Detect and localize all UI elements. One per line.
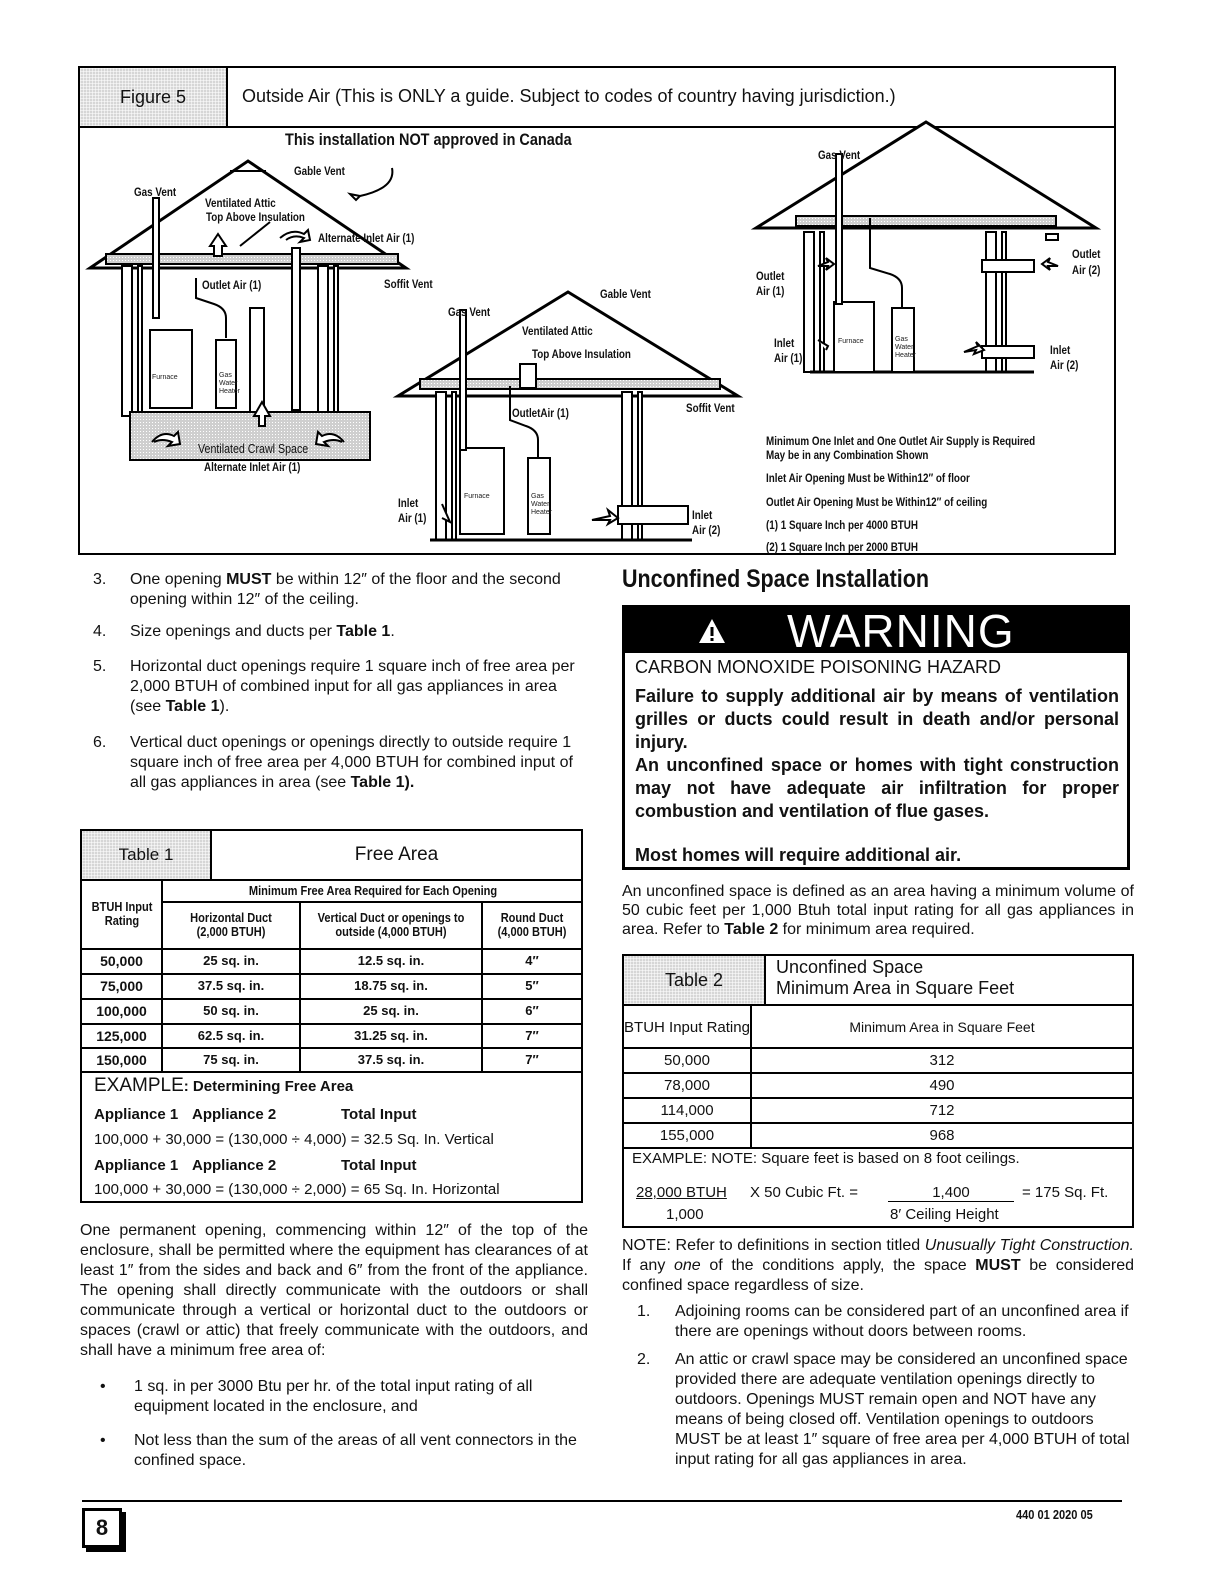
table-2-calc-multiplier: X 50 Cubic Ft. = <box>750 1184 858 1201</box>
note-2000-btuh: (2) 1 Square Inch per 2000 BTUH <box>766 540 919 554</box>
label-soffit-vent-1: Soffit Vent <box>384 277 433 291</box>
note-minimum-supply: Minimum One Inlet and One Outlet Air Supply is Required <box>766 434 1036 448</box>
label-gas-vent-3: Gas Vent <box>818 148 861 162</box>
label-soffit-vent-2: Soffit Vent <box>686 401 735 415</box>
table-1-total-a: Total Input <box>341 1106 417 1123</box>
label-air-2-center: Air (2) <box>692 523 721 537</box>
table-2-calc-denominator: 1,000 <box>666 1206 704 1223</box>
note-inlet-floor: Inlet Air Opening Must be Within12″ of floor <box>766 471 970 485</box>
canada-note: This installation NOT approved in Canada <box>285 130 572 149</box>
table-1-tag: Table 1 <box>82 831 212 879</box>
label-outlet-air-1: Outlet Air (1) <box>202 278 262 292</box>
label-air-2-right-bottom: Air (2) <box>1050 358 1079 372</box>
list-item: • Not less than the sum of the areas of all vent connectors in the confined space. <box>100 1432 577 1469</box>
table-2-tag: Table 2 <box>624 956 766 1004</box>
table-2-example: EXAMPLE: NOTE: Square feet is based on 8 foot ceilings. <box>632 1150 1020 1167</box>
label-inlet-right-left: Inlet <box>774 336 795 350</box>
warning-p3: Most homes will require additional air. <box>635 845 962 865</box>
table-1-app2-a: Appliance 2 <box>192 1106 277 1123</box>
warning-triangle-icon <box>697 617 727 645</box>
label-furnace-3: Furnace <box>838 338 864 345</box>
table-2-col-btuh: BTUH Input Rating <box>624 1018 750 1036</box>
note-outlet-ceiling: Outlet Air Opening Must be Within12″ of ceiling <box>766 495 988 509</box>
label-outletair-1: OutletAir (1) <box>512 406 569 420</box>
label-outlet-right-left: Outlet <box>756 269 785 283</box>
figure-tag: Figure 5 <box>80 68 228 126</box>
table-2: Table 2 Unconfined Space Minimum Area in Square Feet BTUH Input Rating Minimum Area in Square Feet 50,000 312 78,000 490 114,000 712 155,000 968 EXAMPLE: NOTE: Square feet is based on 8 foot ceilings. 28,000 BTUH X 50 Cubic Ft. = 1,400 = 175 Sq. Ft. 1,000 8′ Ceiling Height <box>622 954 1134 1228</box>
footer-rule <box>82 1500 1122 1502</box>
label-inlet-right-right: Inlet <box>1050 343 1071 357</box>
label-gable-vent-2: Gable Vent <box>600 287 651 301</box>
table-2-calc-result: = 175 Sq. Ft. <box>1022 1184 1109 1201</box>
table-1-col-horizontal: Horizontal Duct (2,000 BTUH) <box>190 910 272 939</box>
table-2-calc-numerator: 28,000 BTUH <box>636 1184 727 1201</box>
label-furnace-1: Furnace <box>152 374 178 381</box>
label-alternate-inlet-air-top: Alternate Inlet Air (1) <box>318 231 415 245</box>
label-alternate-inlet-air-bottom: Alternate Inlet Air (1) <box>204 460 301 474</box>
warning-hazard: CARBON MONOXIDE POISONING HAZARD <box>635 657 1002 677</box>
bullet-list <box>100 1377 588 1471</box>
warning-title: WARNING <box>787 605 1015 657</box>
table-1-app1-b: Appliance 1 <box>94 1157 179 1174</box>
warning-header <box>625 605 1127 657</box>
label-water-heater-3: Gas Water Heater <box>895 336 917 359</box>
warning-box <box>622 605 1130 870</box>
label-air-1-right: Air (1) <box>756 284 785 298</box>
figure-5 <box>78 66 1116 555</box>
label-air-2-right-top: Air (2) <box>1072 263 1101 277</box>
label-inlet-center-left: Inlet <box>398 496 419 510</box>
label-gable-vent-1: Gable Vent <box>294 164 345 178</box>
table-1-col-btuh: BTUH Input Rating <box>91 899 153 928</box>
table-1-col-vertical: Vertical Duct or openings to outside (4,000 BTUH) <box>317 910 465 939</box>
label-outlet-right-right: Outlet <box>1072 247 1101 261</box>
table-1-title: Free Area <box>354 844 439 865</box>
label-top-above-insulation-1: Top Above Insulation <box>206 210 305 224</box>
page-number: 8 <box>82 1508 122 1548</box>
label-air-1-right-bottom: Air (1) <box>774 351 803 365</box>
label-gas-vent-1: Gas Vent <box>134 185 177 199</box>
table-1-app1-a: Appliance 1 <box>94 1106 179 1123</box>
note-combination: May be in any Combination Shown <box>766 448 929 462</box>
label-air-1-center: Air (1) <box>398 511 427 525</box>
table-1-group-header: Minimum Free Area Required for Each Opening <box>248 883 498 898</box>
table-1-app2-b: Appliance 2 <box>192 1157 277 1174</box>
label-gas-vent-2: Gas Vent <box>448 305 491 319</box>
house-right <box>756 122 1096 372</box>
figure-caption: Outside Air (This is ONLY a guide. Subject to codes of country having jurisdiction.) <box>242 86 896 106</box>
list-right-2: 2. An attic or crawl space may be considered an unconfined space provided there are adequate ventilation openings directly to outdoors. Openings MUST remain open and NOT have any means of being closed off. Ventilation openings to outdoors MUST be at least 1″ square of free area per 4,000 BTUH of total input rating for all gas appliances in area. <box>637 1351 1130 1468</box>
table-1: Table 1 Free Area BTUH Input Rating Minimum Free Area Required for Each Opening Horizontal Duct (2,000 BTUH) Vertical Duct or openings to outside (4,000 BTUH) Round Duct (4,000 BTUH) 50,000 25 sq. in. 12.5 sq. in. 4″ 75,000 37.5 sq. in. 18.75 sq. in. 5″ 100,000 50 sq. in. 25 sq. in. 6″ 125,000 62.5 sq. in. 31.25 sq. in. 7″ 150,000 75 sq. in. 37.5 sq. in. 7″ EXAMPLE: Determining Free Area Appliance 1 Appliance 2 Total Input 100,000 + 30,000 = (130,000 ÷ 4,000) = 32.5 Sq. In. Vertical Appliance 1 Appliance 2 Total Input 100,000 + 30,000 = (130,000 ÷ 2,000) = 65 Sq. In. Horizontal <box>80 829 583 1203</box>
label-water-heater-1: Gas Water Heater <box>219 372 241 395</box>
document-number: 440 01 2020 05 <box>1016 1507 1093 1522</box>
label-ventilated-attic-1: Ventilated Attic <box>205 196 276 210</box>
table-1-calc-horizontal: 100,000 + 30,000 = (130,000 ÷ 2,000) = 65 Sq. In. Horizontal <box>94 1181 500 1198</box>
permanent-opening-paragraph: One permanent opening, commencing within 12″ of the top of the enclosure, shall be permitted where the equipment has clearances of at least 1″ from the sides and back and 6″ from the front of the appliance. The opening shall directly communicate with the outdoors or shall communicate through a vertical or horizontal duct to the outdoors or spaces (crawl or attic) that freely communicate with the outdoors, and shall have a minimum free area of: <box>80 1222 588 1359</box>
label-water-heater-2: Gas Water Heater <box>531 493 553 516</box>
list-item: • 1 sq. in per 3000 Btu per hr. of the total input rating of all equipment located in the enclosure, and <box>100 1378 533 1415</box>
label-top-above-insulation-2: Top Above Insulation <box>532 347 631 361</box>
label-ventilated-attic-2: Ventilated Attic <box>522 324 593 338</box>
note-paragraph: NOTE: Refer to definitions in section titled Unusually Tight Construction. If any one of the conditions apply, the space MUST be considered confined space regardless of size. <box>622 1237 1134 1294</box>
section-title: Unconfined Space Installation <box>622 565 930 593</box>
unconfined-definition: An unconfined space is defined as an area having a minimum volume of 50 cubic feet per 1,000 Btuh total input rating for all gas appliances in area. Refer to Table 2 for minimum area required. <box>622 883 1134 938</box>
table-1-calc-vertical: 100,000 + 30,000 = (130,000 ÷ 4,000) = 32.5 Sq. In. Vertical <box>94 1131 494 1148</box>
table-1-total-b: Total Input <box>341 1157 417 1174</box>
label-furnace-2: Furnace <box>464 493 490 500</box>
table-2-title: Unconfined Space Minimum Area in Square Feet <box>776 957 1015 998</box>
table-1-example-title: EXAMPLE: Determining Free Area <box>94 1075 354 1096</box>
note-4000-btuh: (1) 1 Square Inch per 4000 BTUH <box>766 518 919 532</box>
table-1-col-round: Round Duct (4,000 BTUH) <box>497 910 567 939</box>
label-ventilated-crawl-space: Ventilated Crawl Space <box>198 441 309 456</box>
label-inlet-center-right: Inlet <box>692 508 713 522</box>
list-right-1: 1. Adjoining rooms can be considered part of an unconfined area if there are openings without doors between rooms. <box>637 1303 1129 1340</box>
table-2-col-area: Minimum Area in Square Feet <box>849 1019 1035 1035</box>
warning-p1: Failure to supply additional air by means of ventilation grilles or ducts could result in death and/or personal injury. <box>635 686 1119 752</box>
table-2-calc-ceiling: 8′ Ceiling Height <box>890 1206 999 1223</box>
table-2-calc-mid: 1,400 <box>888 1184 1014 1202</box>
warning-p2: An unconfined space or homes with tight construction may not have adequate air infiltration for proper combustion and ventilation of flue gases. <box>635 755 1119 821</box>
